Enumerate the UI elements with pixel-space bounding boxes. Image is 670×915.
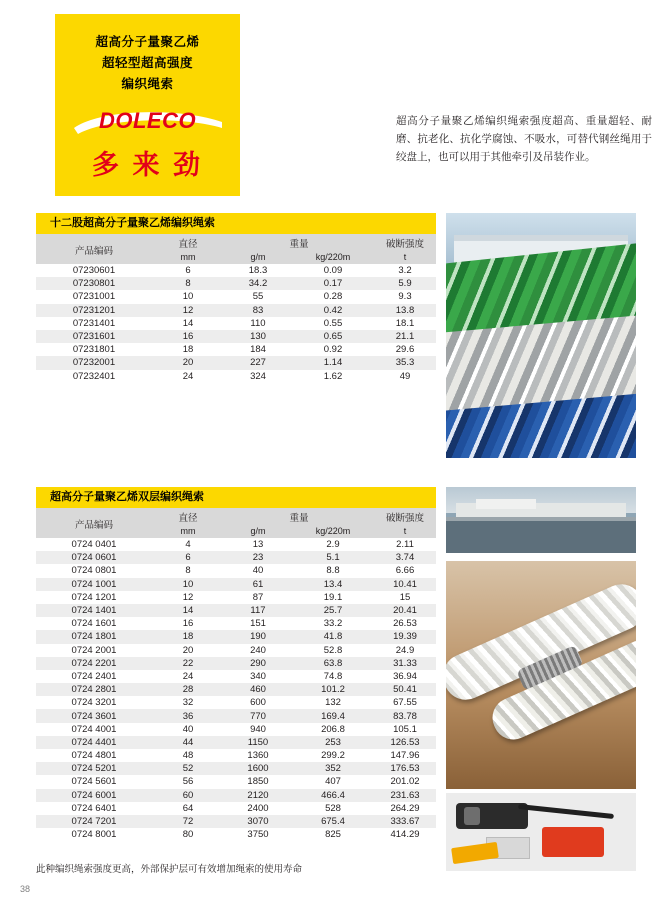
dock-photo bbox=[446, 487, 636, 553]
table-row bbox=[36, 330, 436, 343]
table-row bbox=[36, 317, 436, 330]
table-cell: 675.4 bbox=[292, 815, 374, 828]
table-cell: 0.17 bbox=[292, 277, 374, 290]
table-cell: 07230801 bbox=[36, 277, 152, 290]
table-cell: 07231801 bbox=[36, 343, 152, 356]
table-cell: 340 bbox=[224, 670, 292, 683]
table-cell: 13.4 bbox=[292, 578, 374, 591]
table-cell: 83 bbox=[224, 304, 292, 317]
table-cell: 20 bbox=[152, 356, 224, 369]
table-cell: 0724 4001 bbox=[36, 723, 152, 736]
table-cell: 0.65 bbox=[292, 330, 374, 343]
table-cell: 0724 6001 bbox=[36, 789, 152, 802]
table-cell: 20 bbox=[152, 644, 224, 657]
table-cell: 23 bbox=[224, 551, 292, 564]
table-cell: 0724 7201 bbox=[36, 815, 152, 828]
table-cell: 33.2 bbox=[292, 617, 374, 630]
page-title-line-1: 超高分子量聚乙烯 bbox=[95, 35, 200, 49]
table-cell: 4 bbox=[152, 538, 224, 551]
table-cell: 240 bbox=[224, 644, 292, 657]
red-case-shape bbox=[542, 827, 604, 857]
column-header-strength: 破断强度 bbox=[374, 508, 436, 525]
table-cell: 10 bbox=[152, 290, 224, 303]
table-cell: 227 bbox=[224, 356, 292, 369]
brand-logo bbox=[55, 104, 240, 181]
table-row bbox=[36, 723, 436, 736]
table-cell: 0724 2201 bbox=[36, 657, 152, 670]
table-row bbox=[36, 617, 436, 630]
table-cell: 36 bbox=[152, 709, 224, 722]
table-cell: 407 bbox=[292, 775, 374, 788]
table-cell: 0724 1601 bbox=[36, 617, 152, 630]
section-double-braid bbox=[36, 487, 436, 841]
table-cell: 9.3 bbox=[374, 290, 436, 303]
rope-splice-photo bbox=[446, 561, 636, 789]
table-row bbox=[36, 277, 436, 290]
table-cell: 132 bbox=[292, 696, 374, 709]
table-cell: 0724 2401 bbox=[36, 670, 152, 683]
table-header-row bbox=[36, 508, 436, 525]
table-cell: 49 bbox=[374, 370, 436, 383]
specs-table bbox=[36, 234, 436, 383]
table-cell: 25.7 bbox=[292, 604, 374, 617]
table-cell: 0724 5601 bbox=[36, 775, 152, 788]
unit-kg220m: kg/220m bbox=[292, 251, 374, 264]
table-cell: 206.8 bbox=[292, 723, 374, 736]
table-cell: 18.1 bbox=[374, 317, 436, 330]
table-cell: 2.9 bbox=[292, 538, 374, 551]
table-cell: 6 bbox=[152, 264, 224, 277]
page-header bbox=[0, 0, 670, 196]
rope-closeup-photo bbox=[446, 213, 636, 458]
table-cell: 0724 2001 bbox=[36, 644, 152, 657]
table-cell: 0724 3201 bbox=[36, 696, 152, 709]
table-cell: 825 bbox=[292, 828, 374, 841]
table-cell: 117 bbox=[224, 604, 292, 617]
table-cell: 126.53 bbox=[374, 736, 436, 749]
footnote: 此种编织绳索强度更高，外部保护层可有效增加绳索的使用寿命 bbox=[36, 864, 303, 875]
table-row bbox=[36, 356, 436, 369]
table-row bbox=[36, 564, 436, 577]
table-row bbox=[36, 709, 436, 722]
page-title-line-3: 编织绳索 bbox=[121, 77, 174, 91]
table-cell: 169.4 bbox=[292, 709, 374, 722]
table-cell: 14 bbox=[152, 604, 224, 617]
logo-chinese-name: 多 来 劲 bbox=[91, 150, 203, 180]
table-cell: 13.8 bbox=[374, 304, 436, 317]
table-cell: 0724 1401 bbox=[36, 604, 152, 617]
table-cell: 12 bbox=[152, 304, 224, 317]
table-header-row bbox=[36, 234, 436, 251]
specs-table-body bbox=[36, 538, 436, 841]
table-cell: 63.8 bbox=[292, 657, 374, 670]
table-cell: 1600 bbox=[224, 762, 292, 775]
table-cell: 52.8 bbox=[292, 644, 374, 657]
table-cell: 3070 bbox=[224, 815, 292, 828]
table-cell: 22 bbox=[152, 657, 224, 670]
section-title: 十二股超高分子量聚乙烯编织绳索 bbox=[36, 213, 436, 234]
table-row bbox=[36, 657, 436, 670]
page-title bbox=[55, 32, 240, 95]
table-cell: 0.92 bbox=[292, 343, 374, 356]
table-row bbox=[36, 304, 436, 317]
table-cell: 40 bbox=[224, 564, 292, 577]
table-cell: 20.41 bbox=[374, 604, 436, 617]
table-row bbox=[36, 789, 436, 802]
table-cell: 07232001 bbox=[36, 356, 152, 369]
column-header-code: 产品编码 bbox=[36, 234, 152, 264]
table-cell: 07231001 bbox=[36, 290, 152, 303]
table-cell: 0724 1801 bbox=[36, 630, 152, 643]
table-cell: 466.4 bbox=[292, 789, 374, 802]
table-row bbox=[36, 683, 436, 696]
table-cell: 5.1 bbox=[292, 551, 374, 564]
column-header-strength: 破断强度 bbox=[374, 234, 436, 251]
column-header-code: 产品编码 bbox=[36, 508, 152, 538]
table-cell: 74.8 bbox=[292, 670, 374, 683]
table-cell: 0724 6401 bbox=[36, 802, 152, 815]
table-row bbox=[36, 630, 436, 643]
table-cell: 52 bbox=[152, 762, 224, 775]
table-cell: 18.3 bbox=[224, 264, 292, 277]
table-cell: 8 bbox=[152, 564, 224, 577]
table-cell: 18 bbox=[152, 630, 224, 643]
table-cell: 0.42 bbox=[292, 304, 374, 317]
winch-drum-shape bbox=[464, 807, 480, 825]
table-cell: 264.29 bbox=[374, 802, 436, 815]
table-cell: 0724 4801 bbox=[36, 749, 152, 762]
table-cell: 24 bbox=[152, 670, 224, 683]
specs-table bbox=[36, 508, 436, 841]
section-title: 超高分子量聚乙烯双层编织绳索 bbox=[36, 487, 436, 508]
table-cell: 0724 0401 bbox=[36, 538, 152, 551]
warehouse-roof-shape bbox=[476, 499, 536, 509]
table-cell: 07231601 bbox=[36, 330, 152, 343]
table-cell: 36.94 bbox=[374, 670, 436, 683]
table-row bbox=[36, 815, 436, 828]
table-cell: 0724 8001 bbox=[36, 828, 152, 841]
column-header-weight: 重量 bbox=[224, 234, 374, 251]
table-cell: 184 bbox=[224, 343, 292, 356]
table-cell: 83.78 bbox=[374, 709, 436, 722]
table-cell: 0724 0801 bbox=[36, 564, 152, 577]
table-cell: 24 bbox=[152, 370, 224, 383]
table-cell: 19.1 bbox=[292, 591, 374, 604]
unit-gm: g/m bbox=[224, 525, 292, 538]
table-cell: 352 bbox=[292, 762, 374, 775]
table-row bbox=[36, 828, 436, 841]
table-cell: 80 bbox=[152, 828, 224, 841]
table-row bbox=[36, 343, 436, 356]
table-row bbox=[36, 290, 436, 303]
page-number: 38 bbox=[20, 884, 31, 894]
table-cell: 29.6 bbox=[374, 343, 436, 356]
unit-mm: mm bbox=[152, 525, 224, 538]
table-cell: 147.96 bbox=[374, 749, 436, 762]
winch-accessories-photo bbox=[446, 793, 636, 871]
table-row bbox=[36, 370, 436, 383]
table-row bbox=[36, 749, 436, 762]
unit-kg220m: kg/220m bbox=[292, 525, 374, 538]
table-row bbox=[36, 670, 436, 683]
table-cell: 8.8 bbox=[292, 564, 374, 577]
table-cell: 1.14 bbox=[292, 356, 374, 369]
table-cell: 3750 bbox=[224, 828, 292, 841]
table-cell: 56 bbox=[152, 775, 224, 788]
table-cell: 528 bbox=[292, 802, 374, 815]
table-cell: 34.2 bbox=[224, 277, 292, 290]
table-cell: 6 bbox=[152, 551, 224, 564]
table-row bbox=[36, 736, 436, 749]
table-cell: 15 bbox=[374, 591, 436, 604]
table-cell: 3.2 bbox=[374, 264, 436, 277]
table-cell: 6.66 bbox=[374, 564, 436, 577]
table-cell: 101.2 bbox=[292, 683, 374, 696]
table-cell: 600 bbox=[224, 696, 292, 709]
table-cell: 40 bbox=[152, 723, 224, 736]
table-cell: 12 bbox=[152, 591, 224, 604]
product-description: 超高分子量聚乙烯编织绳索强度超高、重量超轻、耐磨、抗老化、抗化学腐蚀、不吸水，可替代钢丝绳用于绞盘上，也可以用于其他牵引及吊装作业。 bbox=[396, 115, 652, 163]
table-cell: 07231401 bbox=[36, 317, 152, 330]
table-cell: 130 bbox=[224, 330, 292, 343]
logo-wordmark: DOLECO bbox=[98, 108, 197, 133]
unit-t: t bbox=[374, 525, 436, 538]
table-cell: 18 bbox=[152, 343, 224, 356]
table-row bbox=[36, 578, 436, 591]
table-row bbox=[36, 762, 436, 775]
table-cell: 460 bbox=[224, 683, 292, 696]
table-cell: 0724 1001 bbox=[36, 578, 152, 591]
table-cell: 110 bbox=[224, 317, 292, 330]
table-cell: 07232401 bbox=[36, 370, 152, 383]
unit-mm: mm bbox=[152, 251, 224, 264]
table-row bbox=[36, 696, 436, 709]
table-cell: 0724 1201 bbox=[36, 591, 152, 604]
table-row bbox=[36, 802, 436, 815]
table-cell: 0724 3601 bbox=[36, 709, 152, 722]
table-cell: 1850 bbox=[224, 775, 292, 788]
table-cell: 16 bbox=[152, 617, 224, 630]
table-cell: 0724 4401 bbox=[36, 736, 152, 749]
table-cell: 10.41 bbox=[374, 578, 436, 591]
table-cell: 1150 bbox=[224, 736, 292, 749]
table-cell: 190 bbox=[224, 630, 292, 643]
table-cell: 0724 0601 bbox=[36, 551, 152, 564]
table-row bbox=[36, 551, 436, 564]
table-cell: 3.74 bbox=[374, 551, 436, 564]
table-cell: 8 bbox=[152, 277, 224, 290]
table-row bbox=[36, 604, 436, 617]
table-cell: 324 bbox=[224, 370, 292, 383]
table-cell: 290 bbox=[224, 657, 292, 670]
column-header-diameter: 直径 bbox=[152, 234, 224, 251]
table-cell: 231.63 bbox=[374, 789, 436, 802]
table-cell: 60 bbox=[152, 789, 224, 802]
table-row bbox=[36, 775, 436, 788]
table-cell: 48 bbox=[152, 749, 224, 762]
table-cell: 55 bbox=[224, 290, 292, 303]
table-cell: 0724 2801 bbox=[36, 683, 152, 696]
table-row bbox=[36, 264, 436, 277]
specs-table-body bbox=[36, 264, 436, 383]
table-cell: 0.55 bbox=[292, 317, 374, 330]
table-cell: 16 bbox=[152, 330, 224, 343]
table-cell: 07230601 bbox=[36, 264, 152, 277]
table-cell: 67.55 bbox=[374, 696, 436, 709]
table-cell: 414.29 bbox=[374, 828, 436, 841]
table-cell: 770 bbox=[224, 709, 292, 722]
column-header-weight: 重量 bbox=[224, 508, 374, 525]
unit-gm: g/m bbox=[224, 251, 292, 264]
table-cell: 32 bbox=[152, 696, 224, 709]
column-header-diameter: 直径 bbox=[152, 508, 224, 525]
table-cell: 35.3 bbox=[374, 356, 436, 369]
table-cell: 253 bbox=[292, 736, 374, 749]
table-cell: 333.67 bbox=[374, 815, 436, 828]
table-cell: 26.53 bbox=[374, 617, 436, 630]
table-cell: 61 bbox=[224, 578, 292, 591]
table-row bbox=[36, 538, 436, 551]
table-cell: 50.41 bbox=[374, 683, 436, 696]
table-cell: 31.33 bbox=[374, 657, 436, 670]
table-cell: 2120 bbox=[224, 789, 292, 802]
table-cell: 0.09 bbox=[292, 264, 374, 277]
water-shape bbox=[446, 521, 636, 553]
table-cell: 13 bbox=[224, 538, 292, 551]
table-cell: 1360 bbox=[224, 749, 292, 762]
table-cell: 72 bbox=[152, 815, 224, 828]
table-cell: 87 bbox=[224, 591, 292, 604]
table-cell: 21.1 bbox=[374, 330, 436, 343]
table-cell: 41.8 bbox=[292, 630, 374, 643]
page-title-line-2: 超轻型超高强度 bbox=[101, 56, 193, 70]
table-cell: 176.53 bbox=[374, 762, 436, 775]
table-cell: 2.11 bbox=[374, 538, 436, 551]
table-cell: 299.2 bbox=[292, 749, 374, 762]
table-cell: 151 bbox=[224, 617, 292, 630]
table-cell: 2400 bbox=[224, 802, 292, 815]
unit-t: t bbox=[374, 251, 436, 264]
table-row bbox=[36, 591, 436, 604]
table-row bbox=[36, 644, 436, 657]
table-cell: 64 bbox=[152, 802, 224, 815]
section-twelve-strand bbox=[36, 213, 436, 383]
table-cell: 14 bbox=[152, 317, 224, 330]
table-cell: 07231201 bbox=[36, 304, 152, 317]
table-cell: 10 bbox=[152, 578, 224, 591]
table-cell: 24.9 bbox=[374, 644, 436, 657]
table-cell: 44 bbox=[152, 736, 224, 749]
table-cell: 5.9 bbox=[374, 277, 436, 290]
table-cell: 105.1 bbox=[374, 723, 436, 736]
table-cell: 940 bbox=[224, 723, 292, 736]
table-cell: 19.39 bbox=[374, 630, 436, 643]
table-cell: 28 bbox=[152, 683, 224, 696]
table-cell: 0.28 bbox=[292, 290, 374, 303]
logo-mark bbox=[72, 104, 224, 138]
table-cell: 1.62 bbox=[292, 370, 374, 383]
table-cell: 0724 5201 bbox=[36, 762, 152, 775]
table-cell: 201.02 bbox=[374, 775, 436, 788]
